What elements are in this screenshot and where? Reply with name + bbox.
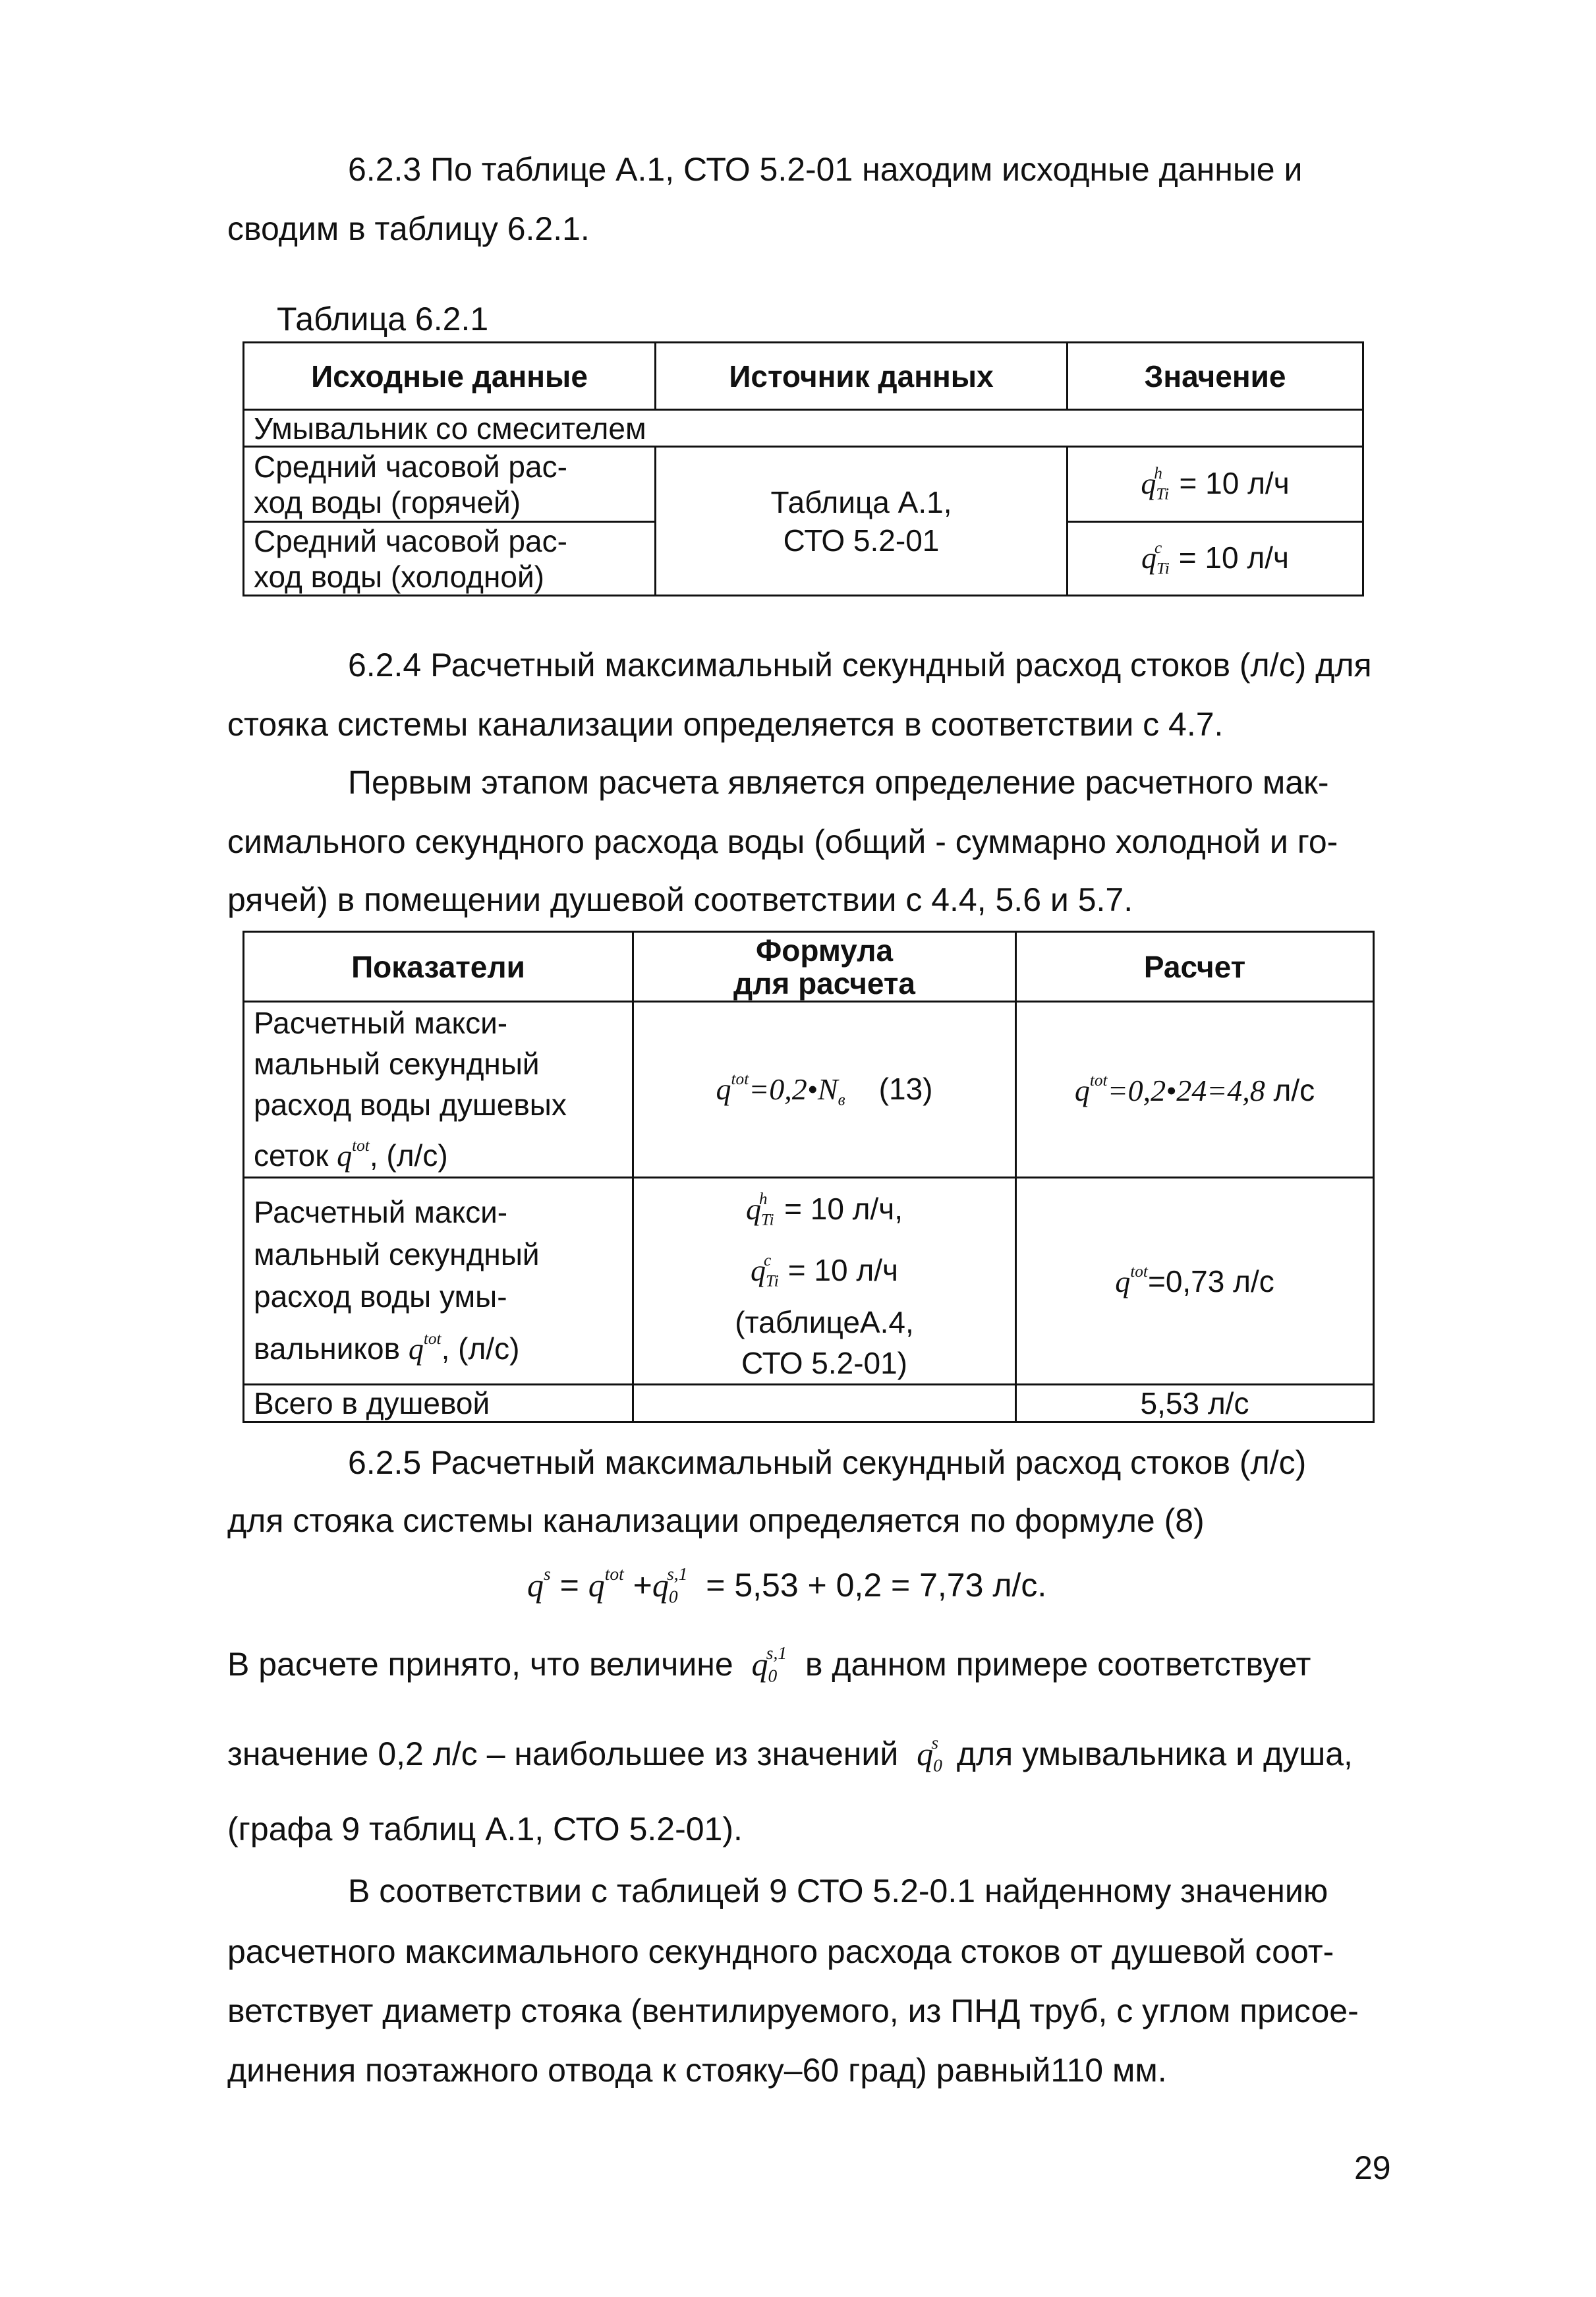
section-6-2-5-line1: 6.2.5 Расчетный максимальный секундный расход стоков (л/с) (348, 1444, 1307, 1481)
table-value-cell: $q_{Ti}^c = 10$ л/ч (1068, 522, 1363, 596)
paragraph-line: Первым этапом расчета является определение расчетного мак- (348, 764, 1329, 801)
source-data-table (242, 341, 1364, 596)
section-6-2-4-line1: 6.2.4 Расчетный максимальный секундный расход стоков (л/с) для (348, 647, 1372, 683)
calculation-table (242, 931, 1375, 1423)
paragraph-line: ветствует диаметр стояка (вентилируемого, из ПНД труб, с углом присое- (227, 1992, 1359, 2029)
paragraph-line: симального секундного расхода воды (общий - суммарно холодной и го- (227, 823, 1338, 860)
table-formula-cell: $q^{tot}=0,2•N_в$ (13) (633, 1002, 1016, 1178)
table-source-cell: Таблица А.1, СТО 5.2-01 (656, 447, 1068, 596)
table-row-label: Средний часовой рас- ход воды (горячей) (244, 447, 656, 522)
paragraph-line: В соответствии с таблицей 9 СТО 5.2-0.1 найденному значению (348, 1873, 1328, 1909)
table-group-row: Умывальник со смесителем (244, 410, 1363, 447)
table-header: Значение (1068, 343, 1363, 410)
paragraph-line: рячей) в помещении душевой соответствии с 4.4, 5.6 и 5.7. (227, 881, 1133, 918)
page-number: 29 (1354, 2149, 1391, 2186)
section-6-2-3-line1: 6.2.3 По таблице А.1, СТО 5.2-01 находим исходные данные и (348, 151, 1303, 188)
paragraph-line: (графа 9 таблиц А.1, СТО 5.2-01). (227, 1811, 743, 1847)
table-header: Источник данных (656, 343, 1068, 410)
formula-8: $q^s = q^{tot} +q_0^{s,1} = 5,53 + 0,2 = 7,73$ л/с. (527, 1563, 1047, 1607)
table-calc-cell: $q^{tot}=0,2•24=4,8$ л/с (1016, 1002, 1374, 1178)
table-header: Показатели (244, 932, 633, 1002)
table-header: Расчет (1016, 932, 1374, 1002)
table-row-label: Расчетный макси- мальный секундный расход воды душевых сеток $q^{tot}$, (л/с) (244, 1002, 633, 1178)
table-formula-cell: $q_{Ti}^h = 10$ л/ч, $q_{Ti}^c = 10$ л/ч (таблицеА.4, СТО 5.2-01) (633, 1177, 1016, 1384)
table-row-label: Средний часовой рас- ход воды (холодной) (244, 522, 656, 596)
table-empty-cell (633, 1384, 1016, 1422)
section-6-2-3-line2: сводим в таблицу 6.2.1. (227, 210, 590, 247)
table-row-label: Расчетный макси- мальный секундный расход воды умы- вальников $q^{tot}$, (л/с) (244, 1177, 633, 1384)
table-total-cell: 5,53 л/с (1016, 1384, 1374, 1422)
table-row-label: Всего в душевой (244, 1384, 633, 1422)
table-header: Формула для расчета (633, 932, 1016, 1002)
paragraph-line: значение 0,2 л/с – наибольшее из значений $q_0^s$ для умывальника и душа, (227, 1732, 1353, 1776)
table-calc-cell: $q^{tot}=0,73$ л/с (1016, 1177, 1374, 1384)
table-header: Исходные данные (244, 343, 656, 410)
paragraph-line: В расчете принято, что величине $q_0^{s,1}$ в данном примере соответствует (227, 1643, 1311, 1686)
table-value-cell: $q_{Ti}^h = 10$ л/ч (1068, 447, 1363, 522)
paragraph-line: динения поэтажного отвода к стояку–60 град) равный110 мм. (227, 2052, 1167, 2089)
section-6-2-5-line2: для стояка системы канализации определяется по формуле (8) (227, 1502, 1205, 1539)
paragraph-line: расчетного максимального секундного расхода стоков от душевой соот- (227, 1933, 1334, 1970)
table-caption: Таблица 6.2.1 (277, 301, 489, 337)
section-6-2-4-line2: стояка системы канализации определяется в соответствии с 4.7. (227, 706, 1224, 743)
